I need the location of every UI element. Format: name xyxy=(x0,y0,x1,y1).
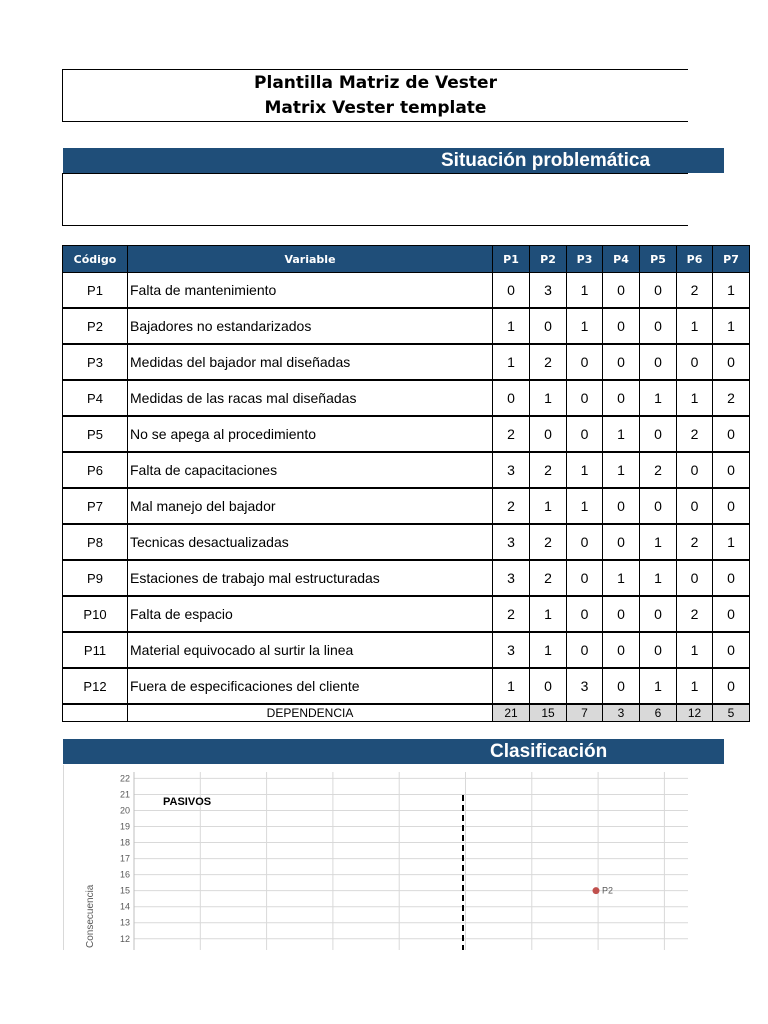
row-variable[interactable]: Medidas de las racas mal diseñadas xyxy=(128,380,493,416)
influence-cell[interactable]: 1 xyxy=(567,488,603,524)
influence-cell[interactable]: 1 xyxy=(603,452,640,488)
dependencia-value: 7 xyxy=(567,704,603,722)
influence-cell[interactable]: 2 xyxy=(677,273,713,309)
influence-cell[interactable]: 0 xyxy=(713,344,750,380)
header-p1: P1 xyxy=(493,246,530,273)
influence-cell[interactable]: 0 xyxy=(493,380,530,416)
influence-cell[interactable]: 2 xyxy=(713,380,750,416)
classification-label: Clasificación xyxy=(490,741,608,762)
table-row xyxy=(63,380,750,416)
influence-cell[interactable]: 1 xyxy=(713,308,750,344)
table-row xyxy=(63,273,750,309)
table-row xyxy=(63,416,750,452)
influence-cell[interactable]: 2 xyxy=(677,416,713,452)
influence-cell[interactable]: 1 xyxy=(640,524,677,560)
influence-cell[interactable]: 0 xyxy=(530,308,567,344)
influence-cell[interactable]: 1 xyxy=(713,273,750,309)
row-variable[interactable]: Falta de espacio xyxy=(128,596,493,632)
influence-cell[interactable]: 1 xyxy=(530,380,567,416)
row-variable[interactable]: Medidas del bajador mal diseñadas xyxy=(128,344,493,380)
y-tick-label: 22 xyxy=(119,773,130,784)
influence-cell[interactable]: 2 xyxy=(530,344,567,380)
header-p3: P3 xyxy=(567,246,603,273)
influence-cell[interactable]: 2 xyxy=(493,596,530,632)
influence-cell[interactable]: 0 xyxy=(640,308,677,344)
influence-cell[interactable]: 0 xyxy=(567,596,603,632)
scatter-plot xyxy=(63,765,688,950)
influence-cell[interactable]: 0 xyxy=(677,452,713,488)
influence-cell[interactable]: 1 xyxy=(640,380,677,416)
influence-cell[interactable]: 0 xyxy=(567,344,603,380)
row-code: P2 xyxy=(63,308,128,344)
influence-cell[interactable]: 1 xyxy=(603,416,640,452)
influence-cell[interactable]: 0 xyxy=(493,273,530,309)
row-variable[interactable]: Material equivocado al surtir la linea xyxy=(128,632,493,668)
table-row xyxy=(63,560,750,596)
influence-cell[interactable]: 2 xyxy=(677,524,713,560)
influence-cell[interactable]: 3 xyxy=(493,632,530,668)
table-row xyxy=(63,632,750,668)
dependencia-value: 5 xyxy=(713,704,750,722)
influence-cell[interactable]: 0 xyxy=(713,488,750,524)
influence-cell[interactable]: 2 xyxy=(640,452,677,488)
row-code: P6 xyxy=(63,452,128,488)
influence-cell[interactable]: 0 xyxy=(713,596,750,632)
template-title-box xyxy=(62,69,688,122)
data-point-label: P2 xyxy=(602,885,614,896)
influence-cell[interactable]: 0 xyxy=(567,632,603,668)
influence-cell[interactable]: 0 xyxy=(603,596,640,632)
influence-cell[interactable]: 0 xyxy=(567,560,603,596)
table-row xyxy=(63,524,750,560)
classification-chart xyxy=(63,765,688,950)
quadrant-label: PASIVOS xyxy=(163,796,212,808)
row-variable[interactable]: Fuera de especificaciones del cliente xyxy=(128,668,493,704)
influence-cell[interactable]: 1 xyxy=(530,632,567,668)
influence-cell[interactable]: 0 xyxy=(713,632,750,668)
data-point xyxy=(593,887,600,894)
influence-cell[interactable]: 0 xyxy=(713,560,750,596)
y-tick-label: 21 xyxy=(119,789,130,800)
influence-cell[interactable]: 1 xyxy=(603,560,640,596)
influence-cell[interactable]: 1 xyxy=(493,308,530,344)
influence-cell[interactable]: 0 xyxy=(530,668,567,704)
row-variable[interactable]: Estaciones de trabajo mal estructuradas xyxy=(128,560,493,596)
influence-cell[interactable]: 1 xyxy=(677,632,713,668)
influence-cell[interactable]: 2 xyxy=(530,560,567,596)
table-row xyxy=(63,668,750,704)
row-variable[interactable]: Tecnicas desactualizadas xyxy=(128,524,493,560)
dependencia-value: 6 xyxy=(640,704,677,722)
row-variable[interactable]: Bajadores no estandarizados xyxy=(128,308,493,344)
y-tick-label: 14 xyxy=(119,901,130,912)
influence-cell[interactable]: 1 xyxy=(567,273,603,309)
title-spanish: Plantilla Matriz de Vester xyxy=(254,73,497,93)
influence-cell[interactable]: 0 xyxy=(640,273,677,309)
dependencia-blank xyxy=(63,704,128,722)
influence-cell[interactable]: 1 xyxy=(640,560,677,596)
row-variable[interactable]: Falta de capacitaciones xyxy=(128,452,493,488)
row-variable[interactable]: Falta de mantenimiento xyxy=(128,273,493,309)
table-row xyxy=(63,596,750,632)
row-variable[interactable]: Mal manejo del bajador xyxy=(128,488,493,524)
influence-cell[interactable]: 1 xyxy=(567,308,603,344)
situation-label: Situación problemática xyxy=(441,150,651,171)
influence-cell[interactable]: 2 xyxy=(493,416,530,452)
influence-cell[interactable]: 3 xyxy=(493,524,530,560)
influence-cell[interactable]: 0 xyxy=(640,596,677,632)
influence-cell[interactable]: 0 xyxy=(713,452,750,488)
influence-cell[interactable]: 1 xyxy=(493,344,530,380)
influence-cell[interactable]: 3 xyxy=(567,668,603,704)
row-code: P12 xyxy=(63,668,128,704)
influence-cell[interactable]: 3 xyxy=(530,273,567,309)
influence-cell[interactable]: 0 xyxy=(640,632,677,668)
influence-cell[interactable]: 0 xyxy=(603,308,640,344)
header-p5: P5 xyxy=(640,246,677,273)
classification-header xyxy=(63,739,724,764)
influence-cell[interactable]: 1 xyxy=(530,596,567,632)
dependencia-value: 21 xyxy=(493,704,530,722)
influence-cell[interactable]: 1 xyxy=(640,668,677,704)
influence-cell[interactable]: 1 xyxy=(567,452,603,488)
header-p2: P2 xyxy=(530,246,567,273)
influence-cell[interactable]: 0 xyxy=(530,416,567,452)
dependencia-value: 15 xyxy=(530,704,567,722)
influence-cell[interactable]: 0 xyxy=(677,560,713,596)
y-tick-label: 18 xyxy=(119,837,130,848)
row-code: P10 xyxy=(63,596,128,632)
row-code: P3 xyxy=(63,344,128,380)
row-variable[interactable]: No se apega al procedimiento xyxy=(128,416,493,452)
row-code: P1 xyxy=(63,273,128,309)
dependencia-label: DEPENDENCIA xyxy=(128,704,493,722)
header-p6: P6 xyxy=(677,246,713,273)
row-code: P9 xyxy=(63,560,128,596)
influence-cell[interactable]: 1 xyxy=(677,308,713,344)
table-row xyxy=(63,452,750,488)
influence-cell[interactable]: 0 xyxy=(603,273,640,309)
influence-cell[interactable]: 0 xyxy=(567,380,603,416)
y-tick-label: 13 xyxy=(119,917,130,928)
table-header-row xyxy=(63,246,750,273)
influence-cell[interactable]: 0 xyxy=(640,488,677,524)
situation-input-area[interactable] xyxy=(62,173,688,226)
influence-cell[interactable]: 0 xyxy=(603,380,640,416)
influence-cell[interactable]: 0 xyxy=(603,344,640,380)
influence-cell[interactable]: 0 xyxy=(640,344,677,380)
influence-cell[interactable]: 2 xyxy=(530,524,567,560)
influence-cell[interactable]: 1 xyxy=(530,488,567,524)
row-code: P7 xyxy=(63,488,128,524)
table-row xyxy=(63,344,750,380)
table-row xyxy=(63,308,750,344)
influence-cell[interactable]: 3 xyxy=(493,452,530,488)
y-tick-label: 19 xyxy=(119,821,130,832)
influence-cell[interactable]: 0 xyxy=(713,668,750,704)
y-tick-label: 12 xyxy=(119,933,130,944)
header-code: Código xyxy=(63,246,128,273)
header-p4: P4 xyxy=(603,246,640,273)
row-code: P5 xyxy=(63,416,128,452)
table-row xyxy=(63,488,750,524)
influence-cell[interactable]: 0 xyxy=(713,416,750,452)
y-tick-label: 20 xyxy=(119,805,130,816)
y-tick-label: 16 xyxy=(119,869,130,880)
row-code: P4 xyxy=(63,380,128,416)
influence-cell[interactable]: 0 xyxy=(603,668,640,704)
y-axis-label: Consecuencia xyxy=(85,884,96,948)
influence-cell[interactable]: 0 xyxy=(603,488,640,524)
influence-cell[interactable]: 3 xyxy=(493,560,530,596)
influence-cell[interactable]: 0 xyxy=(640,416,677,452)
influence-cell[interactable]: 0 xyxy=(567,524,603,560)
influence-cell[interactable]: 2 xyxy=(677,596,713,632)
vester-matrix-table xyxy=(62,245,750,722)
influence-cell[interactable]: 1 xyxy=(493,668,530,704)
y-tick-label: 15 xyxy=(119,885,130,896)
dependencia-value: 12 xyxy=(677,704,713,722)
row-code: P8 xyxy=(63,524,128,560)
header-variable: Variable xyxy=(128,246,493,273)
influence-cell[interactable]: 1 xyxy=(677,380,713,416)
influence-cell[interactable]: 0 xyxy=(603,524,640,560)
influence-cell[interactable]: 1 xyxy=(677,668,713,704)
situation-header xyxy=(63,148,724,173)
influence-cell[interactable]: 0 xyxy=(603,632,640,668)
influence-cell[interactable]: 0 xyxy=(677,344,713,380)
influence-cell[interactable]: 1 xyxy=(713,524,750,560)
influence-cell[interactable]: 2 xyxy=(493,488,530,524)
row-code: P11 xyxy=(63,632,128,668)
header-p7: P7 xyxy=(713,246,750,273)
dependencia-value: 3 xyxy=(603,704,640,722)
dependencia-row xyxy=(63,704,750,722)
influence-cell[interactable]: 2 xyxy=(530,452,567,488)
title-english: Matrix Vester template xyxy=(264,98,487,118)
y-tick-label: 17 xyxy=(119,853,130,864)
influence-cell[interactable]: 0 xyxy=(567,416,603,452)
influence-cell[interactable]: 0 xyxy=(677,488,713,524)
